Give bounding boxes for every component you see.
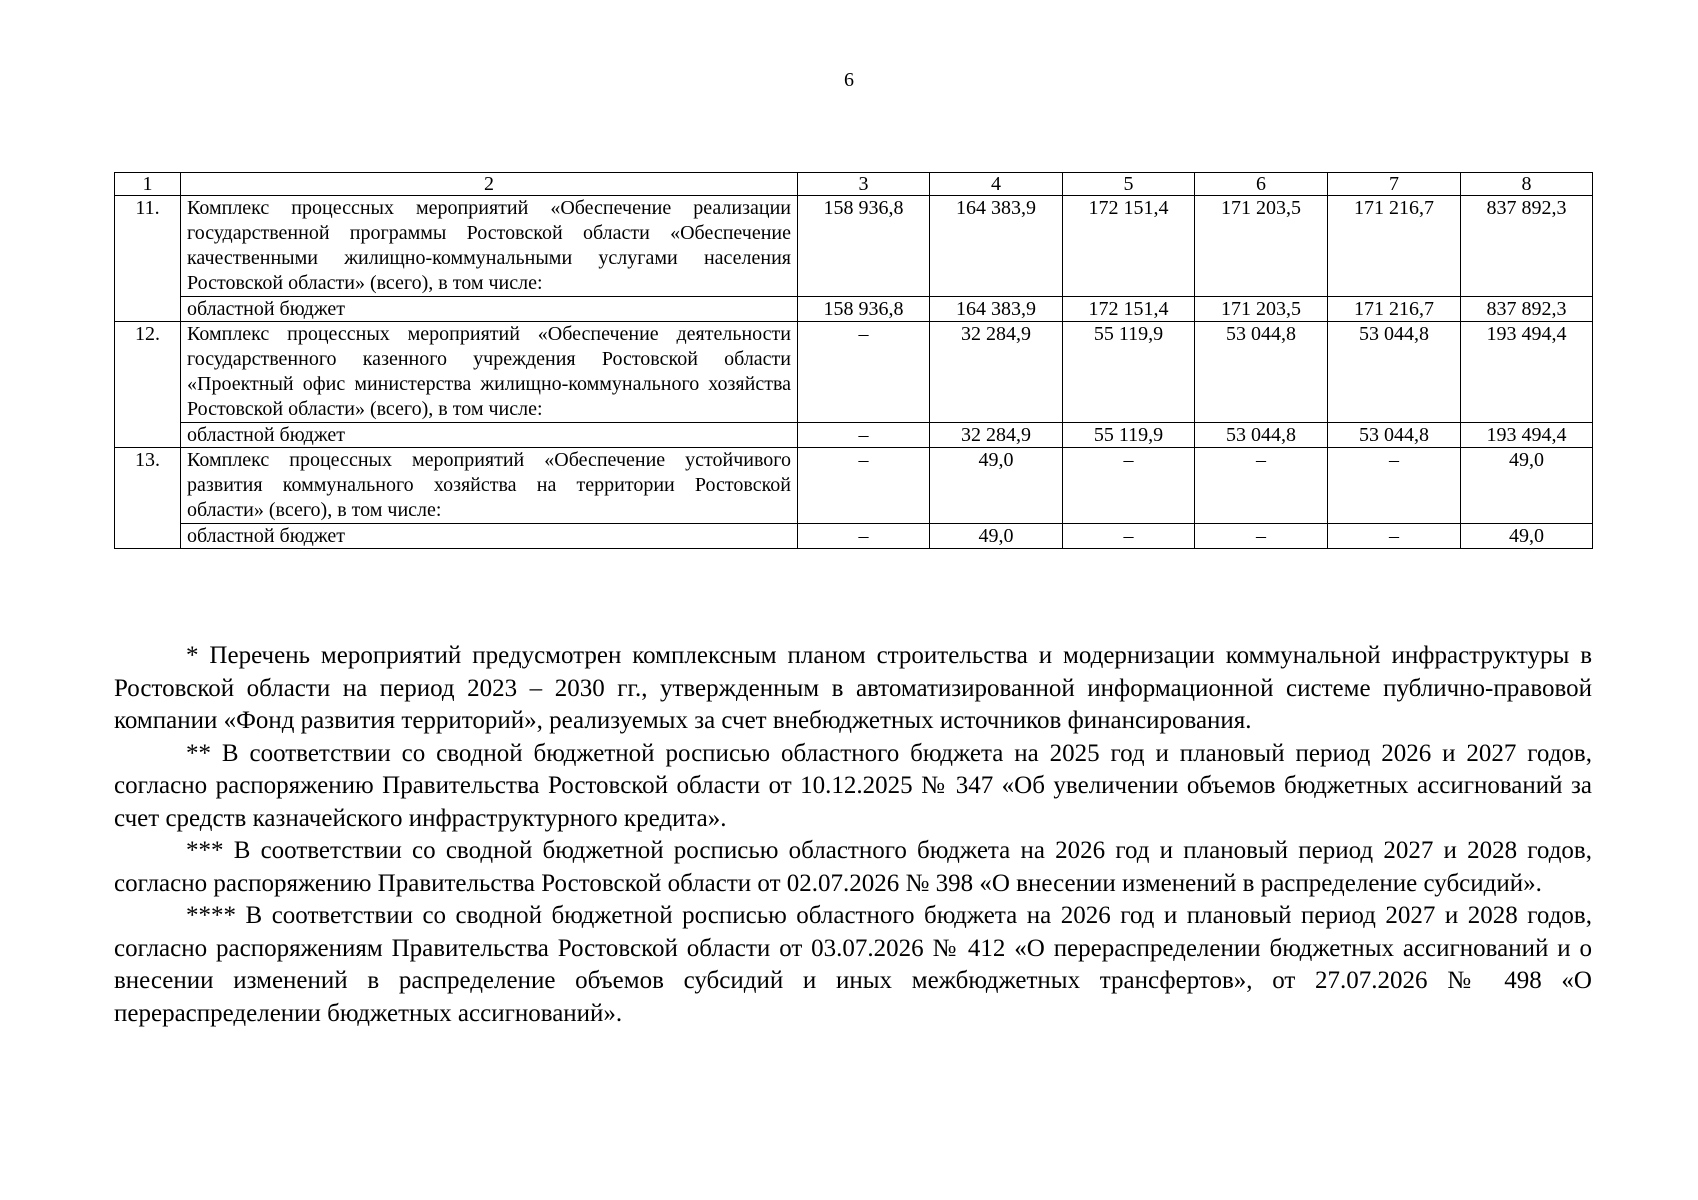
value-cell: 53 044,8 bbox=[1328, 322, 1461, 423]
footnote: ** В соответствии со сводной бюджетной росписью областного бюджета на 2025 год и плановый период 2026 и 2027 годов, согласно распоряжению Правительства Ростовской области от 10.12.2025 № 347 «Об увеличении объемов бюджетных ассигнований за счет средств казначейского инфраструктурного кредита». bbox=[114, 739, 1592, 832]
value-cell: 32 284,9 bbox=[930, 423, 1063, 448]
value-cell: 55 119,9 bbox=[1063, 423, 1195, 448]
row-description: Комплекс процессных мероприятий «Обеспечение реализации государственной программы Ростовской области «Обеспечение качественными жилищно-коммунальными услугами населения Ростовской области» (всего), в том числе: bbox=[181, 196, 798, 297]
subrow-label: областной бюджет bbox=[181, 524, 798, 549]
column-header: 2 bbox=[181, 173, 798, 196]
footnote: **** В соответствии со сводной бюджетной росписью областного бюджета на 2026 год и плановый период 2027 и 2028 годов, согласно распоряжениям Правительства Ростовской области от 03.07.2026 № 412 «О перераспределении бюджетных ассигнований и о внесении изменений в распределение объемов субсидий и иных межбюджетных трансфертов», от 27.07.2026 № 498 «О перераспределении бюджетных ассигнований». bbox=[114, 902, 1592, 1027]
column-header: 8 bbox=[1461, 173, 1593, 196]
value-cell: – bbox=[1063, 448, 1195, 524]
column-header: 1 bbox=[115, 173, 181, 196]
footnotes bbox=[114, 640, 1592, 1030]
table-subrow bbox=[115, 423, 1593, 448]
row-description: Комплекс процессных мероприятий «Обеспечение деятельности государственного казенного учреждения Ростовской области «Проектный офис министерства жилищно-коммунального хозяйства Ростовской области» (всего), в том числе: bbox=[181, 322, 798, 423]
value-cell: 171 203,5 bbox=[1195, 297, 1328, 322]
subrow-label: областной бюджет bbox=[181, 297, 798, 322]
value-cell: 49,0 bbox=[930, 448, 1063, 524]
table-row bbox=[115, 196, 1593, 297]
value-cell: 32 284,9 bbox=[930, 322, 1063, 423]
value-cell: – bbox=[1195, 448, 1328, 524]
table-subrow bbox=[115, 524, 1593, 549]
value-cell: 158 936,8 bbox=[798, 196, 930, 297]
value-cell: – bbox=[1328, 524, 1461, 549]
value-cell: 53 044,8 bbox=[1328, 423, 1461, 448]
column-header: 7 bbox=[1328, 173, 1461, 196]
value-cell: – bbox=[1195, 524, 1328, 549]
row-index: 11. bbox=[115, 196, 181, 322]
page-number: 6 bbox=[844, 69, 854, 91]
value-cell: 49,0 bbox=[1461, 448, 1593, 524]
footnote: * Перечень мероприятий предусмотрен комплексным планом строительства и модернизации коммунальной инфраструктуры в Ростовской области на период 2023 – 2030 гг., утвержденным в автоматизированной информационной системе публично-правовой компании «Фонд развития территорий», реализуемых за счет внебюджетных источников финансирования. bbox=[114, 642, 1592, 734]
row-index: 12. bbox=[115, 322, 181, 448]
table-subrow bbox=[115, 297, 1593, 322]
value-cell: 49,0 bbox=[930, 524, 1063, 549]
column-header: 3 bbox=[798, 173, 930, 196]
value-cell: – bbox=[798, 448, 930, 524]
value-cell: 193 494,4 bbox=[1461, 423, 1593, 448]
value-cell: – bbox=[1063, 524, 1195, 549]
value-cell: 158 936,8 bbox=[798, 297, 930, 322]
column-header: 6 bbox=[1195, 173, 1328, 196]
value-cell: 55 119,9 bbox=[1063, 322, 1195, 423]
column-header: 5 bbox=[1063, 173, 1195, 196]
value-cell: 837 892,3 bbox=[1461, 297, 1593, 322]
value-cell: 172 151,4 bbox=[1063, 196, 1195, 297]
value-cell: – bbox=[798, 322, 930, 423]
subrow-label: областной бюджет bbox=[181, 423, 798, 448]
value-cell: – bbox=[798, 423, 930, 448]
value-cell: – bbox=[1328, 448, 1461, 524]
value-cell: 171 216,7 bbox=[1328, 297, 1461, 322]
row-description: Комплекс процессных мероприятий «Обеспечение устойчивого развития коммунального хозяйства на территории Ростовской области» (всего), в том числе: bbox=[181, 448, 798, 524]
table-row bbox=[115, 322, 1593, 423]
budget-table bbox=[114, 172, 1593, 549]
footnote: *** В соответствии со сводной бюджетной росписью областного бюджета на 2026 год и плановый период 2027 и 2028 годов, согласно распоряжению Правительства Ростовской области от 02.07.2026 № 398 «О внесении изменений в распределение субсидий». bbox=[114, 837, 1592, 897]
value-cell: 49,0 bbox=[1461, 524, 1593, 549]
value-cell: 164 383,9 bbox=[930, 297, 1063, 322]
value-cell: – bbox=[798, 524, 930, 549]
table-header-row bbox=[115, 173, 1593, 196]
value-cell: 193 494,4 bbox=[1461, 322, 1593, 423]
value-cell: 837 892,3 bbox=[1461, 196, 1593, 297]
value-cell: 53 044,8 bbox=[1195, 322, 1328, 423]
row-index: 13. bbox=[115, 448, 181, 549]
value-cell: 171 203,5 bbox=[1195, 196, 1328, 297]
table-row bbox=[115, 448, 1593, 524]
value-cell: 171 216,7 bbox=[1328, 196, 1461, 297]
value-cell: 53 044,8 bbox=[1195, 423, 1328, 448]
column-header: 4 bbox=[930, 173, 1063, 196]
value-cell: 164 383,9 bbox=[930, 196, 1063, 297]
value-cell: 172 151,4 bbox=[1063, 297, 1195, 322]
